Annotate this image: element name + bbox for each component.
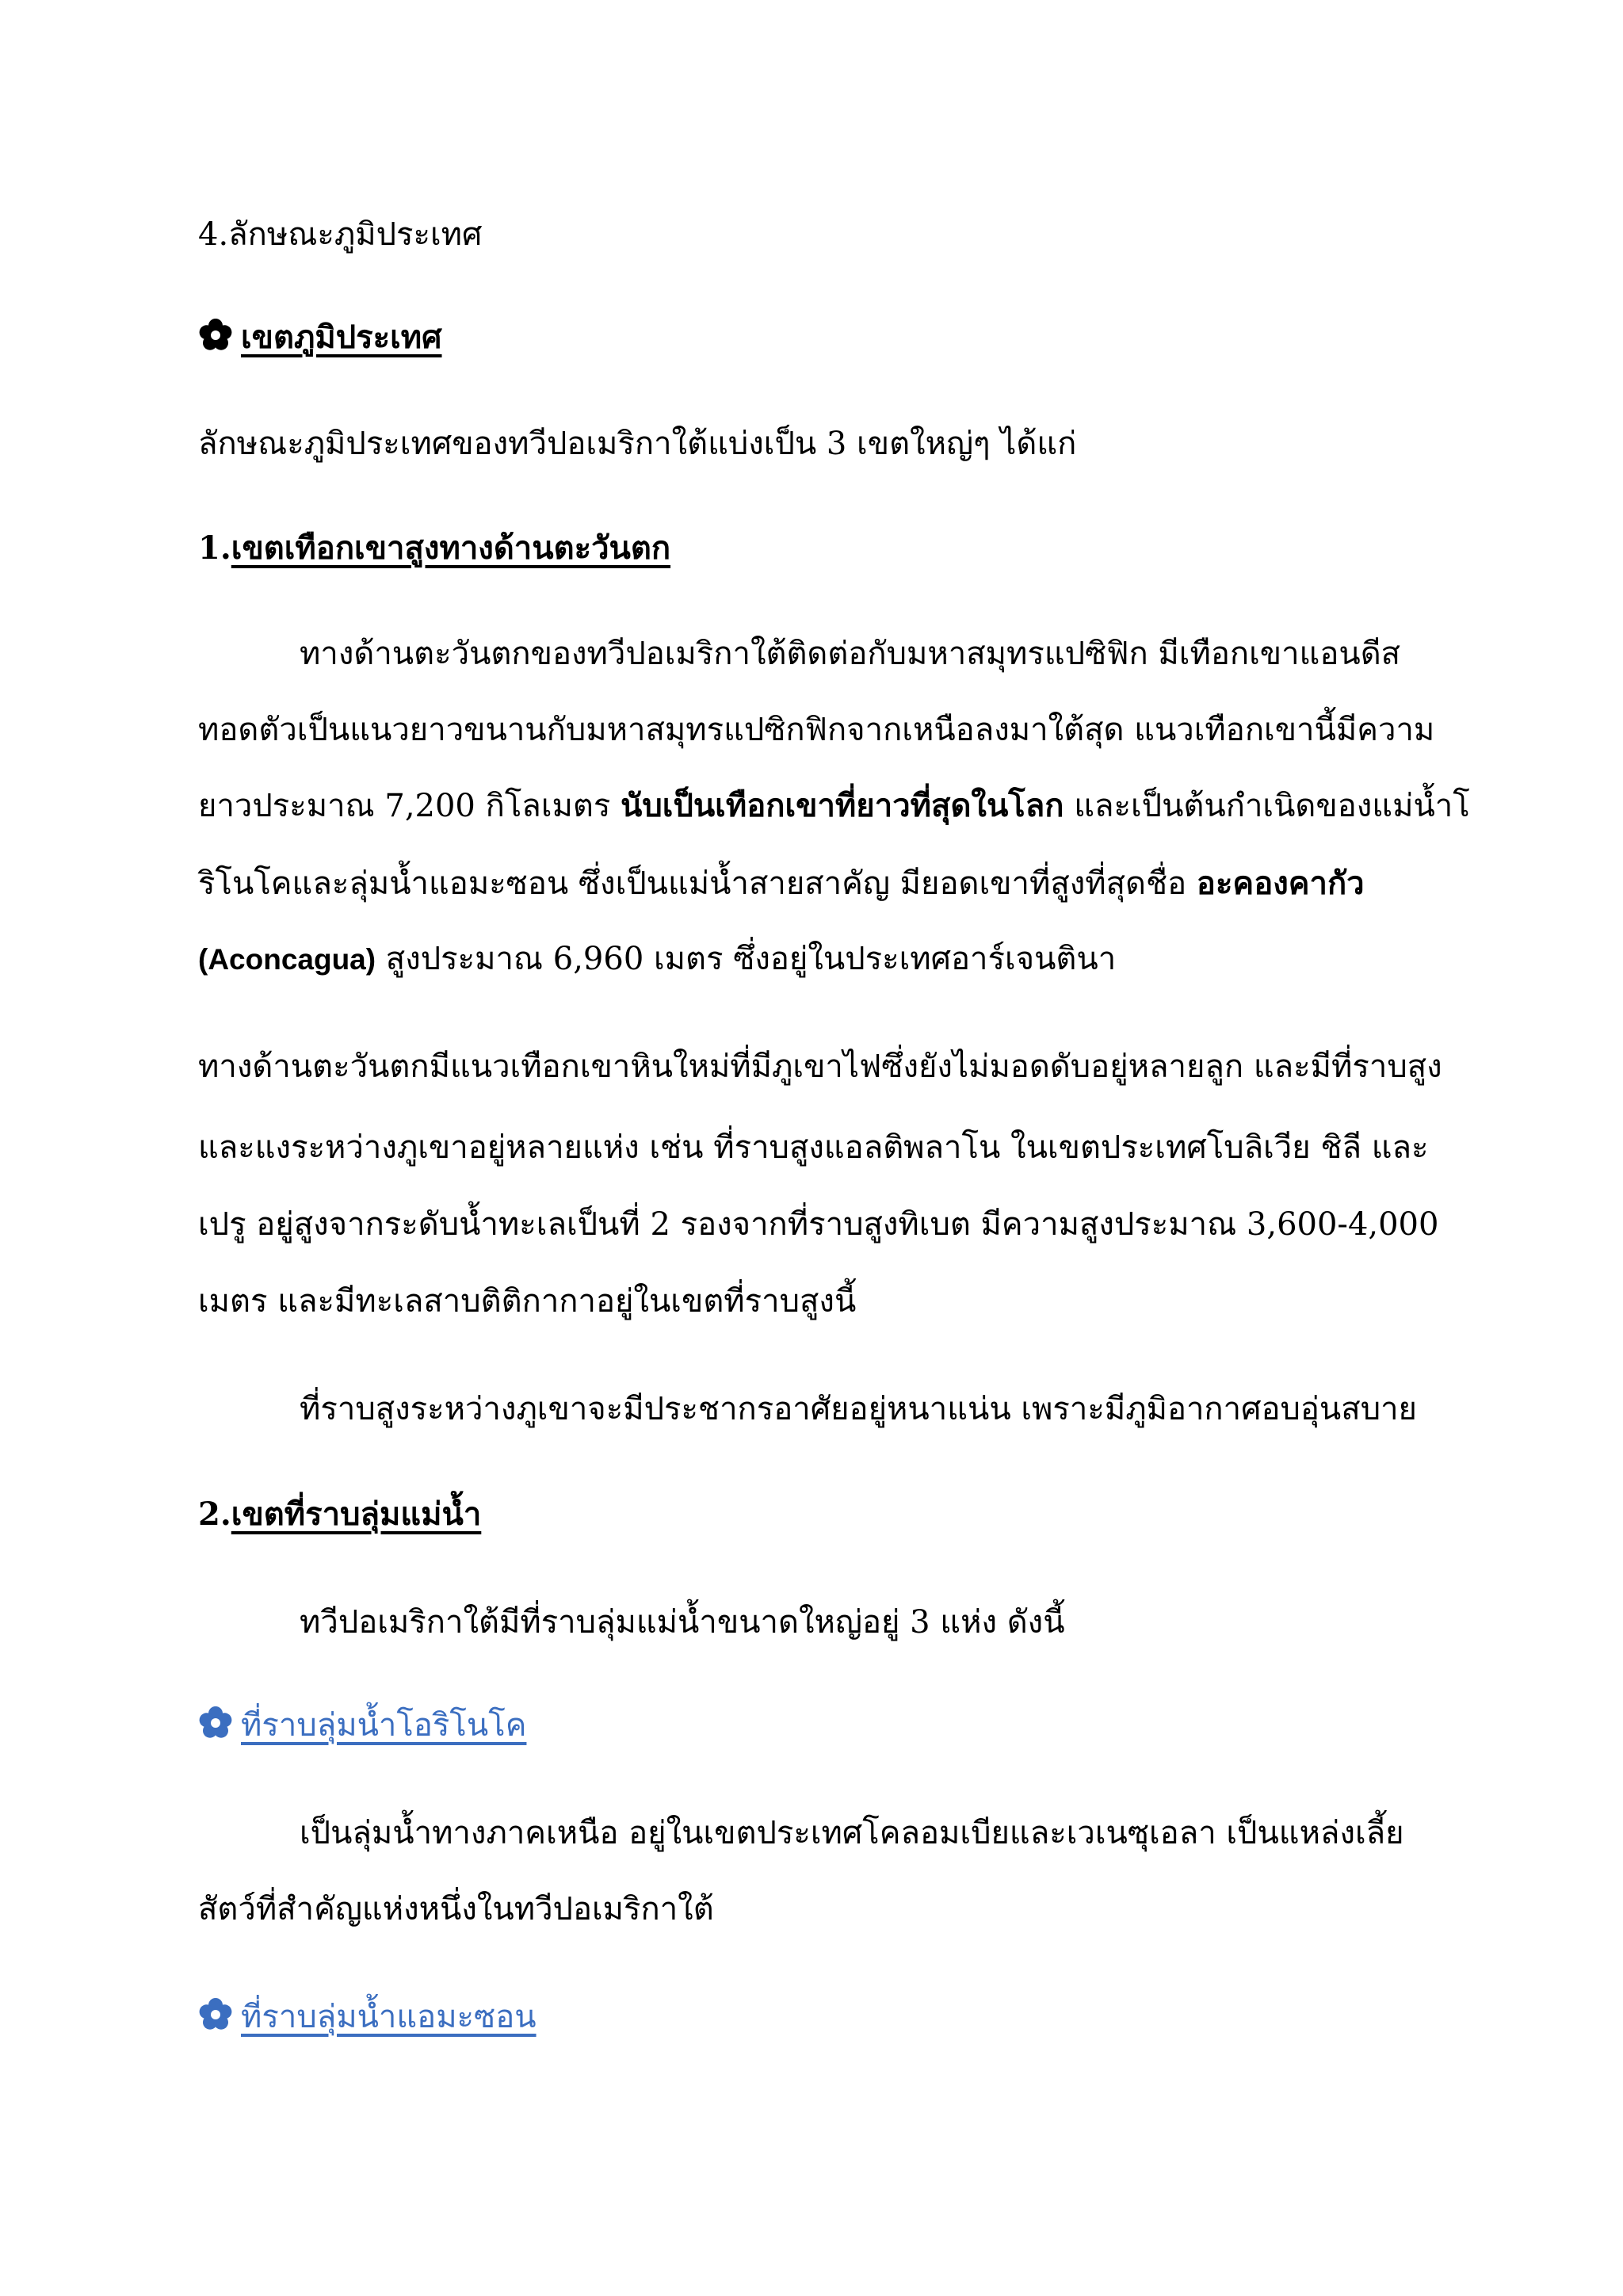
zone1-para2-line1: ทางด้านตะวันตกมีแนวเทือกเขาหินใหม่ที่มีภูเขาไฟซึ่งยังไม่มอดดับอยู่หลายลูก และมีที่ราบสูง xyxy=(198,1049,1442,1085)
zone1-para1-line1: ทางด้านตะวันตกของทวีปอเมริกาใต้ติดต่อกับมหาสมุทรแปซิฟิก มีเทือกเขาแอนดีส xyxy=(300,636,1401,672)
zone-heading-text: เขตภูมิประเทศ xyxy=(241,319,442,356)
zone2-intro: ทวีปอเมริกาใต้มีที่ราบลุ่มแม่น้ำขนาดใหญ่อยู่ 3 แห่ง ดังนี้ xyxy=(300,1604,1065,1641)
aconcagua-latin: (Aconcagua) xyxy=(198,943,376,976)
zone1-para3: ที่ราบสูงระหว่างภูเขาจะมีประชากรอาศัยอยู่หนาแน่น เพราะมีภูมิอากาศอบอุ่นสบาย xyxy=(300,1391,1417,1427)
zone1-para2-line3: เปรู อยู่สูงจากระดับน้ำทะเลเป็นที่ 2 รองจากที่ราบสูงทิเบต มีความสูงประมาณ 3,600-4,000 xyxy=(198,1206,1439,1243)
zone1-number: 1. xyxy=(198,529,231,567)
zone1-heading xyxy=(198,526,670,571)
intro-text: ลักษณะภูมิประเทศของทวีปอเมริกาใต้แบ่งเป็น 3 เขตใหญ่ๆ ได้แก่ xyxy=(198,426,1077,462)
basin-orinoco-desc-line2: สัตว์ที่สำคัญแห่งหนึ่งในทวีปอเมริกาใต้ xyxy=(198,1891,714,1927)
zone1-para1-line3-b: และเป็นต้นกำเนิดของแม่น้ำโ xyxy=(1064,788,1470,824)
zone2-number: 2. xyxy=(198,1496,231,1533)
zone1-para1-line4 xyxy=(198,861,1365,906)
zone1-para1-line4-a: ริโนโคและลุ่มน้ำแอมะซอน ซึ่งเป็นแม่น้ำสายสาคัญ มียอดเขาที่สูงที่สุดชื่อ xyxy=(198,865,1197,902)
zone1-title: เขตเทือกเขาสูงทางด้านตะวันตก xyxy=(231,529,671,567)
zone1-para1-line5 xyxy=(198,937,1116,982)
basin-orinoco-desc-line1: เป็นลุ่มน้ำทางภาคเหนือ อยู่ในเขตประเทศโคลอมเบียและเวเนซุเอลา เป็นแหล่งเลี้ย xyxy=(300,1815,1404,1851)
flower-icon xyxy=(198,318,233,353)
zone1-para1-line3-a: ยาวประมาณ 7,200 กิโลเมตร xyxy=(198,788,621,824)
aconcagua-thai: อะคองคากัว xyxy=(1196,865,1365,902)
basin-amazon-heading xyxy=(198,1995,537,2039)
zone1-para2-line4: เมตร และมีทะเลสาบติติกากาอยู่ในเขตที่ราบสูงนี้ xyxy=(198,1283,857,1320)
zone-heading xyxy=(198,315,442,360)
zone1-para1-line2: ทอดตัวเป็นแนวยาวขนานกับมหาสมุทรแปซิกฟิกจากเหนือลงมาใต้สุด แนวเทือกเขานี้มีความ xyxy=(198,712,1435,748)
basin-orinoco-heading xyxy=(198,1703,526,1748)
zone2-heading xyxy=(198,1492,481,1537)
flower-icon xyxy=(198,1706,233,1740)
zone1-para2-line2: และแงระหว่างภูเขาอยู่หลายแห่ง เช่น ที่ราบสูงแอลติพลาโน ในเขตประเทศโบลิเวีย ชิลี และ xyxy=(198,1129,1429,1166)
flower-icon xyxy=(198,1997,233,2032)
zone1-para1-line5-b: สูงประมาณ 6,960 เมตร ซึ่งอยู่ในประเทศอาร์เจนตินา xyxy=(376,941,1117,977)
longest-range-emphasis: นับเป็นเทือกเขาที่ยาวที่สุดในโลก xyxy=(621,787,1064,824)
zone2-title: เขตที่ราบลุ่มแม่น้ำ xyxy=(231,1496,482,1533)
section-title: 4.ลักษณะภูมิประเทศ xyxy=(198,216,483,253)
zone1-para1-line3 xyxy=(198,784,1470,828)
basin-amazon-link[interactable]: ที่ราบลุ่มน้ำแอมะซอน xyxy=(241,1999,537,2035)
basin-orinoco-link[interactable]: ที่ราบลุ่มน้ำโอริโนโค xyxy=(241,1707,527,1744)
